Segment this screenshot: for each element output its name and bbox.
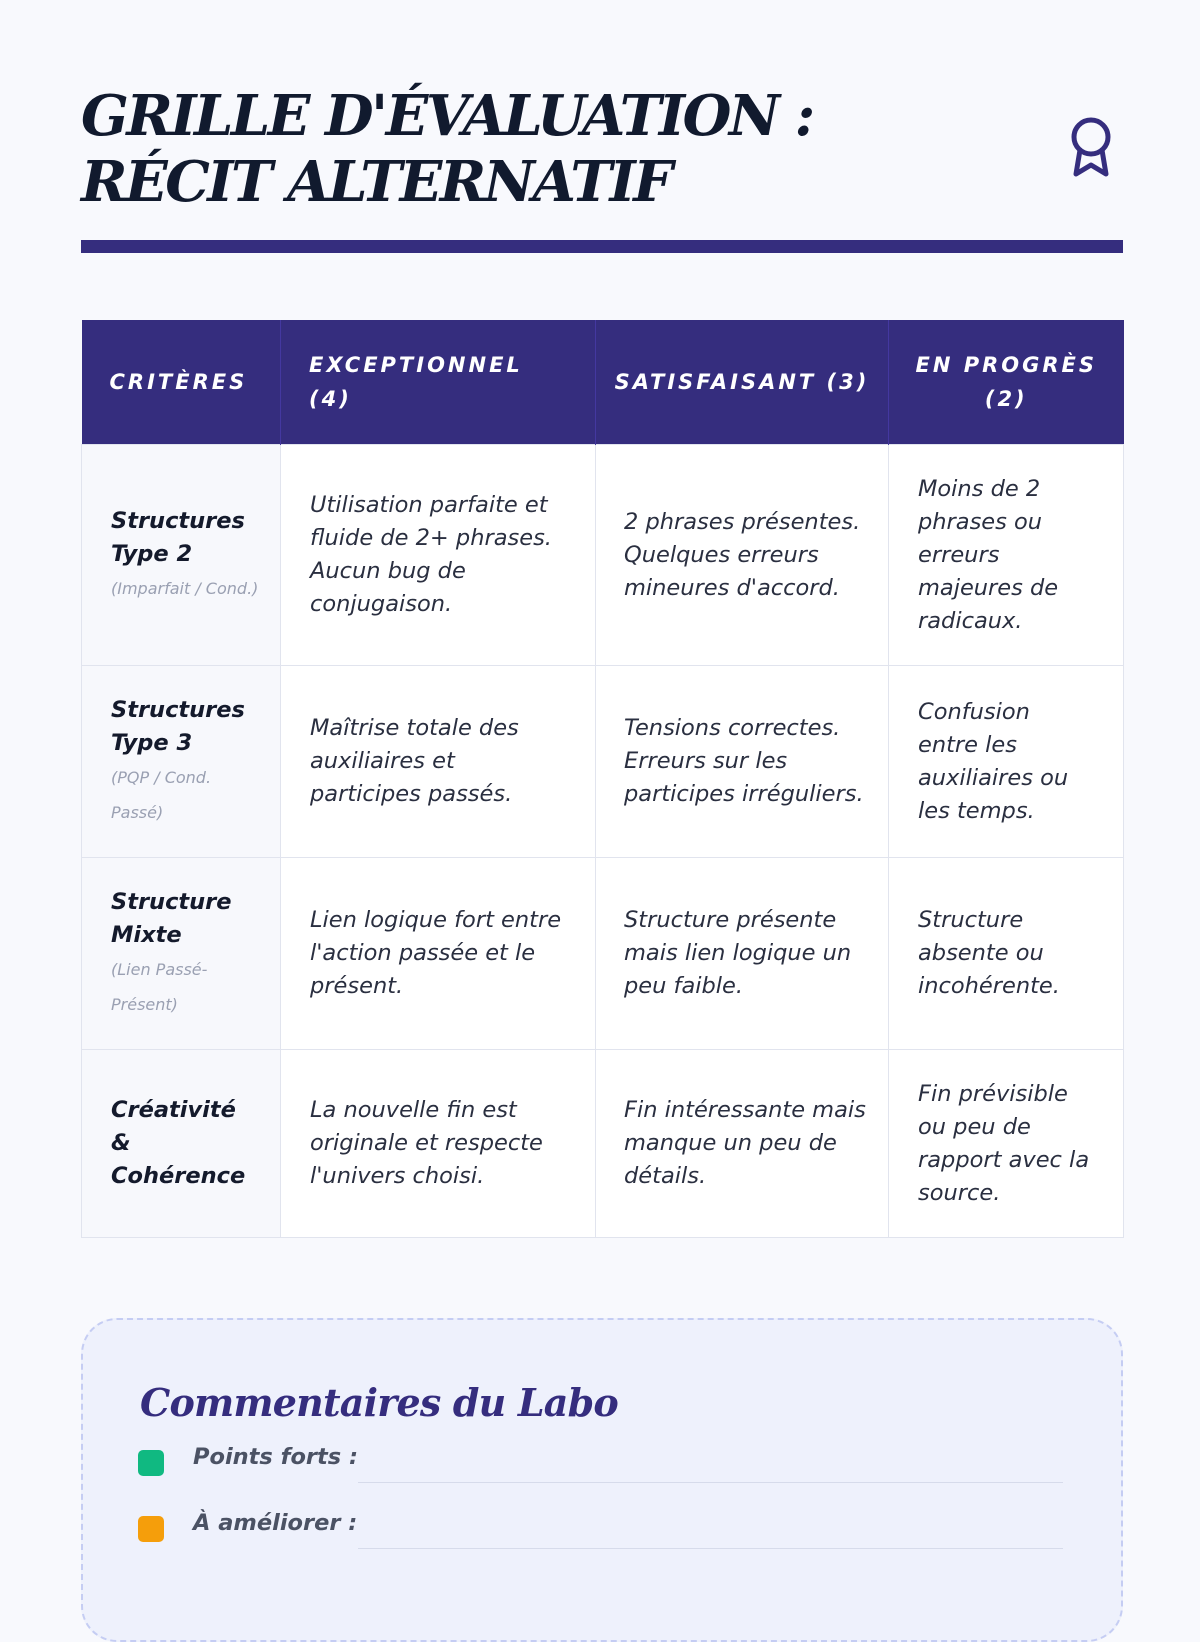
level-3-cell: Tensions correctes. Erreurs sur les participes irréguliers. [596, 666, 889, 858]
rubric-table [81, 320, 1124, 1238]
rubric-page [81, 0, 1123, 1536]
level-3-cell: Fin intéressante mais manque un peu de détails. [596, 1050, 889, 1238]
level-2-cell: Moins de 2 phrases ou erreurs majeures de radicaux. [889, 445, 1124, 666]
feedback-label: À améliorer : [193, 1510, 358, 1536]
header-satisfaisant: SATISFAISANT (3) [596, 320, 889, 445]
criterion-cell [82, 858, 281, 1050]
table-row [82, 1050, 1124, 1238]
header-en-progres: EN PROGRÈS (2) [889, 320, 1124, 445]
table-row [82, 445, 1124, 666]
criterion-cell [82, 1050, 281, 1238]
header-rule [81, 240, 1123, 253]
criterion-subtitle: (Lien Passé-Présent) [111, 959, 208, 1014]
criterion-cell [82, 445, 281, 666]
feedback-row-improve [138, 1508, 1063, 1548]
write-in-line[interactable] [358, 1548, 1063, 1549]
green-square-icon [138, 1450, 164, 1476]
criterion-name: Structures Type 3 [111, 696, 245, 756]
level-3-cell: Structure présente mais lien logique un peu faible. [596, 858, 889, 1050]
header-exceptionnel: EXCEPTIONNEL (4) [281, 320, 596, 445]
level-3-cell: 2 phrases présentes. Quelques erreurs mineures d'accord. [596, 445, 889, 666]
orange-square-icon [138, 1516, 164, 1542]
level-2-cell: Fin prévisible ou peu de rapport avec la source. [889, 1050, 1124, 1238]
award-ribbon-icon [1069, 116, 1113, 178]
level-4-cell: Lien logique fort entre l'action passée et le présent. [281, 858, 596, 1050]
page-header [81, 0, 1123, 254]
feedback-label: Points forts : [193, 1444, 358, 1470]
write-in-line[interactable] [358, 1482, 1063, 1483]
table-row [82, 666, 1124, 858]
level-4-cell: La nouvelle fin est originale et respecte l'univers choisi. [281, 1050, 596, 1238]
criterion-name: Créativité & Cohérence [111, 1097, 246, 1189]
comments-box [81, 1318, 1123, 1642]
level-2-cell: Structure absente ou incohérente. [889, 858, 1124, 1050]
comments-title: Commentaires du Labo [140, 1380, 618, 1425]
level-4-cell: Maîtrise totale des auxiliaires et participes passés. [281, 666, 596, 858]
criterion-name: Structure Mixte [111, 888, 232, 948]
page-title: GRILLE D'ÉVALUATION : RÉCIT ALTERNATIF [81, 83, 813, 215]
criterion-name: Structures Type 2 [111, 507, 245, 567]
table-row [82, 858, 1124, 1050]
criterion-subtitle: (Imparfait / Cond.) [111, 578, 259, 598]
level-4-cell: Utilisation parfaite et fluide de 2+ phrases. Aucun bug de conjugaison. [281, 445, 596, 666]
criterion-cell [82, 666, 281, 858]
header-criteres: CRITÈRES [82, 320, 281, 445]
rubric-header-row [82, 320, 1124, 445]
level-2-cell: Confusion entre les auxiliaires ou les temps. [889, 666, 1124, 858]
criterion-subtitle: (PQP / Cond. Passé) [111, 767, 212, 822]
feedback-row-strengths [138, 1442, 1063, 1482]
